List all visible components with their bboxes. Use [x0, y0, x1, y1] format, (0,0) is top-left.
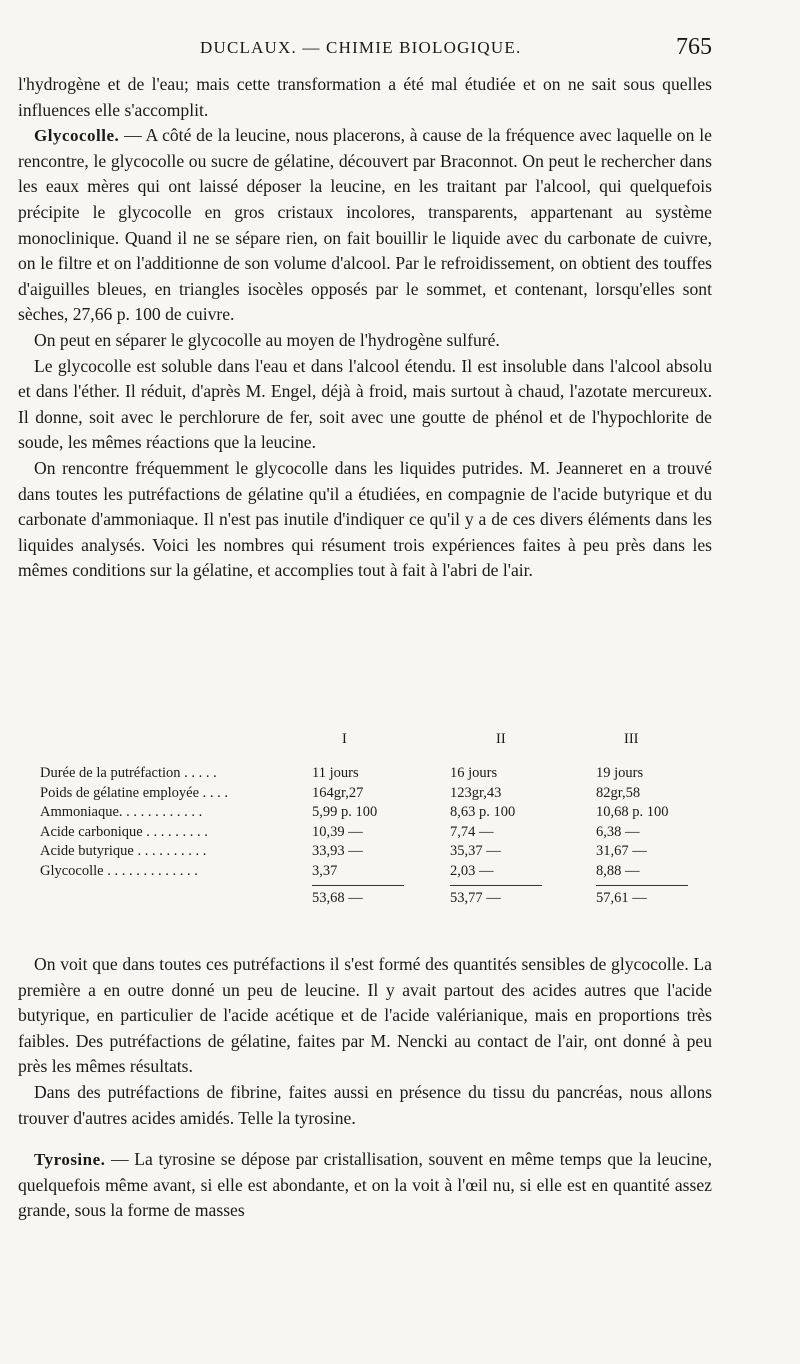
row-label: Poids de gélatine employée . . . .	[40, 784, 229, 801]
body-text-top	[18, 72, 712, 584]
table-cell: 5,99 p. 100	[312, 804, 378, 820]
running-title: DUCLAUX. — CHIMIE BIOLOGIQUE.	[200, 38, 522, 57]
total-cell: 53,68 —	[312, 890, 363, 906]
row-label: Acide carbonique . . . . . . . . .	[40, 823, 208, 840]
column-header: II	[496, 731, 506, 747]
table-cell: 7,74 —	[450, 823, 494, 840]
paragraph: l'hydrogène et de l'eau; mais cette transformation a été mal étudiée et on ne sait sous quelles influences elle s'accomplit.	[18, 74, 712, 120]
divider	[312, 885, 404, 886]
table-cell: 10,68 p. 100	[596, 804, 669, 820]
table-cell: 82gr,58	[596, 784, 641, 801]
paragraph-glycocolle: Glycocolle. — A côté de la leucine, nous placerons, à cause de la fréquence avec laquelle on le rencontre, le glycocolle ou sucre de gélatine, découvert par Braconnot. On peut le rechercher dans les eaux mères qui ont laissé déposer la leucine, en les traitant par l'alcool, qui quelquefois précipite le glycocolle en gros cristaux incolores, transparents, appartenant au système monoclinique. Quand il ne se sépare rien, on fait bouillir le liquide avec du carbonate de cuivre, on le filtre et on l'additionne de son volume d'alcool. Par le refroidissement, on obtient des touffes d'aiguilles bleues, en triangles isocèles opposés par le sommet, et contenant, lorsqu'elles sont sèches, 27,66 p. 100 de cuivre.	[18, 125, 712, 325]
paragraph-tyrosine: Tyrosine. — La tyrosine se dépose par cristallisation, souvent en même temps que la leucine, quelquefois même avant, si elle est abondante, et on la voit à l'œil nu, si elle est en quantité assez grande, sous la forme de masses	[18, 1149, 712, 1221]
row-label: Ammoniaque. . . . . . . . . . . .	[40, 804, 203, 820]
table-cell: 10,39 —	[312, 823, 363, 840]
paragraph: On peut en séparer le glycocolle au moyen de l'hydrogène sulfuré.	[34, 329, 500, 350]
total-cell: 53,77 —	[450, 890, 501, 906]
paragraph: Dans des putréfactions de fibrine, faites aussi en présence du tissu du pancréas, nous allons trouver d'autres acides amidés. Telle la tyrosine.	[18, 1081, 712, 1128]
table-cell: 123gr,43	[450, 784, 502, 801]
table-cell: 35,37 —	[450, 843, 501, 859]
column-header: I	[342, 731, 347, 747]
table-cell: 31,67 —	[596, 843, 647, 859]
table-row	[40, 842, 700, 862]
paragraph: On voit que dans toutes ces putréfactions il s'est formé des quantités sensibles de glycocolle. La première a en outre donné un peu de leucine. Il y avait partout des acides autres que l'acide butyrique, en particulier de l'acide acétique et de l'acide valérianique, mais en proportions très faibles. Des putréfactions de gélatine, faites par M. Nencki au contact de l'air, ont donné à peu près les mêmes résultats.	[18, 954, 712, 1077]
row-label: Durée de la putréfaction . . . . .	[40, 765, 217, 781]
row-label: Acide butyrique . . . . . . . . . .	[40, 843, 207, 859]
total-cell: 57,61 —	[596, 890, 647, 906]
table-cell: 6,38 —	[596, 823, 640, 840]
page-number: 765	[676, 34, 712, 60]
table-cell: 19 jours	[596, 765, 644, 781]
divider	[596, 885, 688, 886]
table-cell: 8,88 —	[596, 862, 640, 879]
table-header-row	[40, 730, 700, 764]
table-cell: 33,93 —	[312, 843, 363, 859]
table-row	[40, 862, 700, 882]
table-cell: 16 jours	[450, 765, 498, 781]
table-cell: 3,37	[312, 862, 338, 879]
table-cell: 11 jours	[312, 765, 359, 781]
paragraph: Le glycocolle est soluble dans l'eau et dans l'alcool étendu. Il est insoluble dans l'alcool absolu et dans l'éther. Il réduit, d'après M. Engel, déjà à froid, mais surtout à chaud, l'azotate mercureux. Il donne, soit avec le perchlorure de fer, soit avec une goutte de phénol et de l'hypochlorite de soude, les mêmes réactions que la leucine.	[18, 355, 712, 453]
section-title-glycocolle: Glycocolle.	[34, 126, 120, 146]
body-text-bottom	[18, 952, 712, 1224]
table-row	[40, 764, 700, 784]
paragraph: On rencontre fréquemment le glycocolle dans les liquides putrides. M. Jeanneret en a trouvé dans toutes les putréfactions de gélatine qu'il a étudiées, en compagnie de l'acide butyrique et du carbonate d'ammoniaque. Il n'est pas inutile d'indiquer ce qu'il y a de ces divers éléments dans les liquides analysés. Voici les nombres qui résument trois expériences faites à peu près dans les mêmes conditions sur la gélatine, et accomplies tout à fait à l'abri de l'air.	[18, 457, 712, 581]
column-header: III	[624, 731, 639, 747]
sum-rule	[40, 881, 700, 889]
table-cell: 8,63 p. 100	[450, 804, 516, 820]
row-label: Glycocolle . . . . . . . . . . . . .	[40, 862, 198, 879]
divider	[450, 885, 542, 886]
section-title-tyrosine: Tyrosine.	[34, 1150, 106, 1170]
table-cell: 164gr,27	[312, 784, 364, 801]
table-cell: 2,03 —	[450, 862, 494, 879]
table-row	[40, 823, 700, 843]
table-row	[40, 784, 700, 804]
page-header	[0, 34, 800, 64]
table-totals-row	[40, 889, 700, 909]
putrefaction-table	[40, 730, 700, 909]
table-row	[40, 803, 700, 823]
